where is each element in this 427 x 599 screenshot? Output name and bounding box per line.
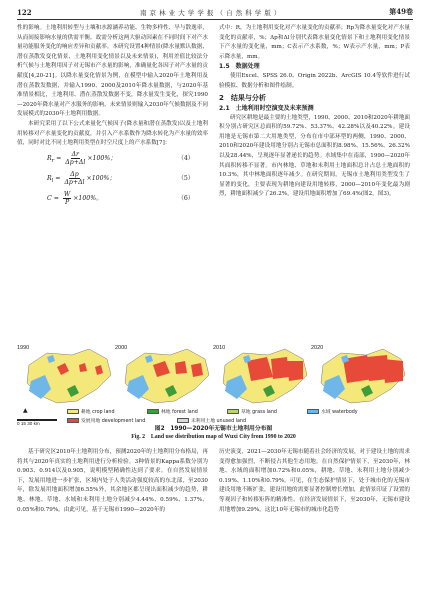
left-column-bottom <box>17 448 208 515</box>
legend-swatch <box>67 418 79 423</box>
legend-item <box>147 408 198 415</box>
land-use-map <box>311 345 409 407</box>
legend-swatch <box>227 409 239 414</box>
paragraph: 本研究采用了以下公式来量化气候因子(降水量和潜在蒸散发)以及土地利用转移对产水量变化的贡献度，并引入产水系数作为降水转化为产水量的效率值，同时对比不同土地利用类型在时空尺度上的产水系数[7]： <box>17 120 208 147</box>
figure-caption <box>17 425 410 441</box>
legend-swatch <box>147 409 159 414</box>
map-panel <box>311 345 409 407</box>
legend-label: 耕地 crop land <box>81 410 115 415</box>
map-year-label: 2020 <box>311 345 324 351</box>
equation-number: （6） <box>177 194 194 202</box>
legend-item <box>227 408 277 415</box>
journal-title: 南 京 林 业 大 学 学 报 （ 自 然 科 学 版 ） <box>139 9 281 17</box>
legend-label: 草地 grass land <box>241 410 277 415</box>
paragraph: 历史演变，2021—2030年无锡市随着社会经济的发展，对于建设土地的需求变得愈加强烈，不断侵占其他生态用地。在自然保护情景下，至2030年，林地、水域的面积增加0.72%和0.05%，耕地、草地、未利用土地分别减少0.19%、1.10%和0.79%。可见，在生态保护情景下，处于城市化的无锡市建设用地不断扩张，建设用地的需要显著控制增长增加，此情景印证了设置的等观因子和转移矩阵的精准性。在经济发展情景下，至2030年，无锡市建设用地增加9.29%，这比10年无锡市的城市化趋势 <box>219 449 410 513</box>
legend-item <box>67 408 115 415</box>
legend-swatch <box>177 418 189 423</box>
legend-swatch <box>67 409 79 414</box>
legend-label: 水域 waterbody <box>321 410 358 415</box>
legend-label: 未利用土地 unused land <box>191 419 247 424</box>
legend-item <box>307 408 358 415</box>
equation-5: $R_l$ = $\frac{\Delta p}{\Delta p+\Delta l}$ ×100%； （5） <box>47 170 194 186</box>
map-panel <box>17 345 115 407</box>
legend-item <box>67 417 145 424</box>
map-year-label: 1990 <box>17 345 30 351</box>
legend-swatch <box>307 409 319 414</box>
paragraph: 性的影响。土地利用转型与土壤和水源涵养功能、生物多样性、旱与散逸率，从而间接影响水量的供需平衡。故需分析这两大驱动因素在不同时间下对产水量功能服务变化的响应差异和贡献率。本研究设置4种情景(降水量默认数据、潜在蒸散发变化情景、土地利用变化情景以及未来情景)，利用差值比较法分析气候与土地利用因子对无锡市产水量的影响，准确量化各因子对产水量的贡献度[4,20-21]。以降水量变化情景为例，在模型中输入2020年土地利用及潜在蒸散发数据，并输入1990、2000及2010年降水量数据，与2020年基准情景相比，土地利用、潜在蒸散发数据不变，降水量发生变化，探究1990—2020年降水量对产水服务的影响。未来情景则输入2030年气候数据及不同发展模式的2030年土地利用数据。 <box>17 25 208 118</box>
running-header <box>17 8 413 20</box>
section-heading-1-5: 1.5 数据处理 <box>219 63 260 71</box>
page-number: 122 <box>17 8 32 17</box>
equation-4: $R_r$ = $\frac{\Delta r}{\Delta p+\Delta l}$ ×100%； （4） <box>47 150 194 166</box>
figure-2 <box>17 345 410 427</box>
section-heading-2-1: 2.1 土地利用时空演变及未来预测 <box>219 104 314 112</box>
map-panel <box>115 345 213 407</box>
section-heading-2: 2 结果与分析 <box>219 93 266 102</box>
land-use-map <box>17 345 115 407</box>
left-column-top <box>17 24 208 209</box>
caption-english: Fig. 2 Land use distribution map of Wuxi City from 1990 to 2020 <box>131 434 296 440</box>
scale-bar <box>17 411 65 425</box>
legend-label: 林地 forest land <box>161 410 198 415</box>
paragraph: 式中：R，为土地利用变化对产水量变化的贡献率；Rp为降水量变化对产水量变化的贡献率，%；Δp和Δl分别代表降水量变化情景下和土地利用变化情景下产水量的变化量，mm；C表示产水系数，%；W表示产水量，mm；P表示降水量，mm。 <box>219 25 411 60</box>
north-arrow-icon: ▲ <box>23 407 28 414</box>
caption-chinese: 图2 1990—2020年无锡市土地利用分布图 <box>154 426 273 432</box>
legend-label: 发展用地 development land <box>81 419 146 424</box>
map-panel <box>213 345 311 407</box>
paragraph: 使用Excel、SPSS 26.0、Origin 2022b、ArcGIS 10.4等软件进行试验模拟、数据分析和图件绘制。 <box>219 73 410 89</box>
land-use-map <box>115 345 213 407</box>
paragraph: 基于研究区2010年土地利用分布，预测2020年的土地利用分布格局，再将其与2020年真实的土地利用进行分析检验。3种情景的Kappa系数分别为0.903、0.914以及0.905，说明模型精确性达到了要求。在自然发展情景下，发展用地进一步扩张，区域内处于人类活动强度较高的东北部，至2030年，除发展用地面积增加6.55%外，其余地区都呈现出面积减少的趋势，耕地、林地、草地、水域和未利用土地分别减少4.44%、0.59%、1.37%、0.05%和0.79%。由此可见，基于无锡市1990—2020年的 <box>17 449 208 513</box>
equation-number: （4） <box>177 154 194 162</box>
land-use-map <box>213 345 311 407</box>
right-column-bottom <box>219 448 410 515</box>
equation-number: （5） <box>177 174 194 182</box>
map-year-label: 2000 <box>115 345 128 351</box>
legend-item <box>177 417 246 424</box>
volume-number: 第49卷 <box>389 7 413 16</box>
map-legend <box>67 408 390 426</box>
paragraph: 研究区耕地是最主要的土地类型，1990、2000、2010和2020年耕地面积分别占研究区总面积的59.72%、53.37%、42.28%以及40.22%。建设用地是无锡市第二大用地类型，分布在市中部环型的两侧，1990、2000、2010和2020年建设用地分别占无锡市总面积的8.98%、15.56%、26.32%以及28.44%，呈现逐年显著递长的趋势。水域集中在南部，1990—2020年其面积转移不显著。市内林地、草地和未利用土地面积总计占总土地面积的10.3%，其中林地面积逐年减少。在研究期间，无锡市土地利用类型发生了显著的变化，主要表现为耕地向建设用地转移，2000—2010年变化最为剧烈，耕地面积减少了26.2%，建设用地面积增加了69.4%(图2，图3)。 <box>219 114 411 198</box>
equation-6: C = $\frac{W}{P}$ ×100%。 （6） <box>47 191 194 207</box>
right-column-top <box>219 24 410 200</box>
map-year-label: 2010 <box>213 345 226 351</box>
scale-bar-label: 0 15 30 km <box>17 421 40 426</box>
